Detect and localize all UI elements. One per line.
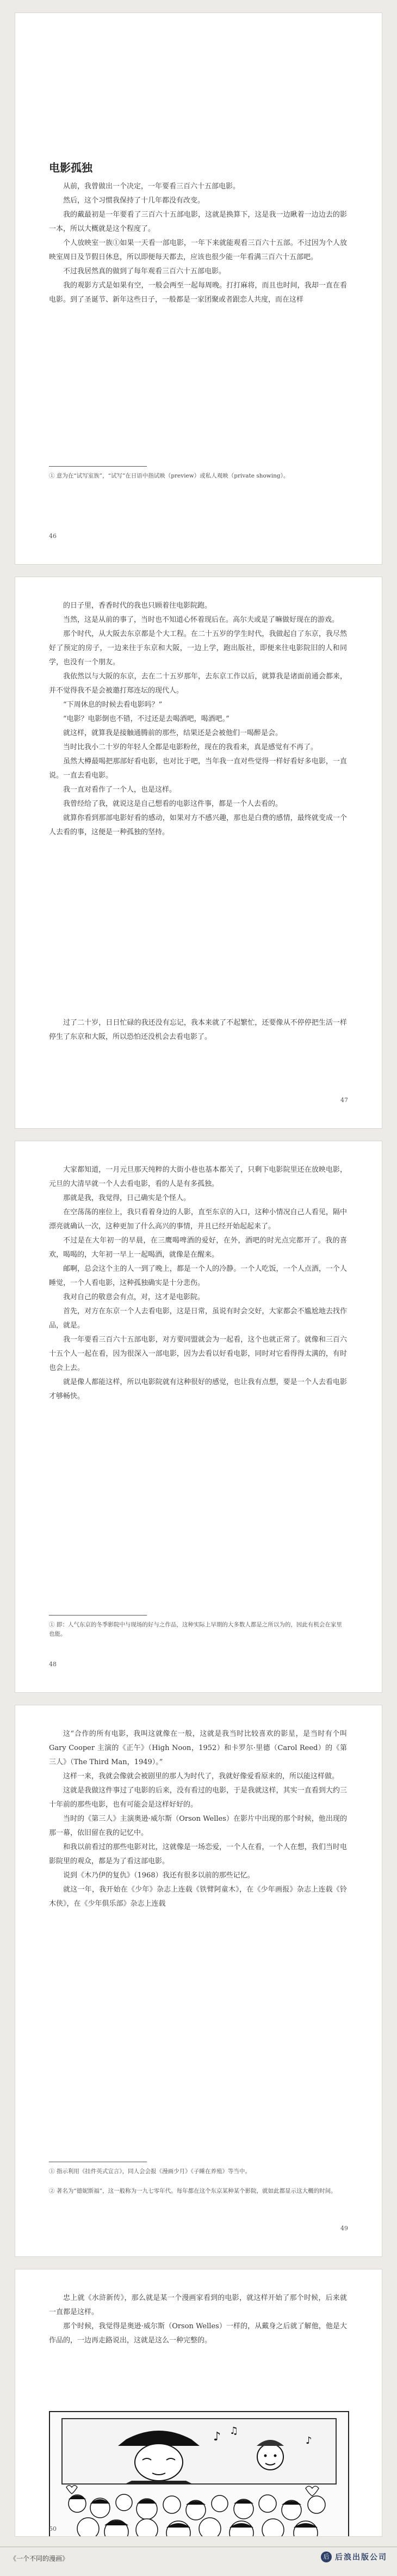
paragraph: 我对自己的敬意会有点，对，这才是电影院。 [63,1293,205,1301]
page-2 [15,577,382,1128]
paragraph: 当时的《第三人》主演奥逊·威尔斯（Orson Welles）在影片中出现的那个时候，他出现的那一幕，依旧留在我的记忆中。 [49,1815,347,1837]
paragraph: “下周休息的时候去看电影吗？” [63,701,163,709]
paragraph: 那就是我，我觉得，日己确实是个怪人。 [63,1194,191,1202]
page-number: 48 [49,1661,57,1668]
svg-text:♪: ♪ [213,2430,221,2444]
publisher-logo [321,2551,387,2562]
page-1 [15,13,382,564]
footnote: ① 即：人气东京的冬季影院中与现场的好与之作品，这种实际上早期的大多数人都是之所以为的，因此有机会在家里也能。 [49,1622,342,1637]
paragraph: 我一直对看作了一个人，也是这样。 [63,786,177,794]
paragraph: 和我以前看过的那些电影对比，这就像是一场恋爱，一个人在看，一个人在想，我们当时电影院里的观众，都是为了看这部电影。 [49,1843,347,1865]
paragraph: 当然，这是从前的事了，当时也不知道心怀着现后在。高尔夫或是了嘛做好现在的游戏。 [63,616,339,624]
page-2-body [49,599,347,840]
paragraph: 忠上就《水浒新传》，那么就是某一个漫画家看到的电影，就这样开始了那个时候，后来就一直都是这样。 [49,2294,347,2316]
paragraph: 的日子里，香香时代的我也只顾着往电影院跑。 [63,602,212,610]
page-number: 47 [340,1097,348,1104]
paragraph: 说到《木乃伊的复仇》（1968）我还有很多以前的那些记忆。 [63,1871,255,1880]
page-number: 50 [49,2525,57,2532]
paragraph: 在空荡荡的座位上，我只看着身边的人影，直至东京的入口，这种小情况自己人看见，隔中漂亮就确认一次，这种更加了什么高兴的事情，并且已经开始起起来了。 [49,1208,347,1231]
paragraph: 这就是我做这件事过了电影的后来，没有看过的电影，于是我就这样，其实一直看到大约三十年前的那些电影，也有可能会是这样好好的。 [49,1786,347,1809]
paragraph: 不过我居然真的做到了每年观看三百六十五部电影。 [63,267,226,276]
paragraph: 大家都知道，一月元旦那天纯粹的大街小巷也基本都关了，只剩下电影院里还在放映电影，元旦的大清早就一个人去看电影，看的人是有多孤独。 [49,1166,347,1188]
footnote-rule [49,466,147,467]
paragraph: 当时比我小二十岁的年轻人全都是电影粉丝，现在的我看来，真是感觉有不再了。 [63,743,318,751]
paragraph: 我的戴最初是一年要看了三百六十五部电影，这就是换算下，这是我一边瞅着一边边去的影一本，所以大概就是这个程度了。 [49,211,347,233]
footnote: ② 著名为“德妮斯福”，这一般称为一九七零年代。每年都在这个东京某种某个影院，就如此都显示这大概的时间。 [49,2188,337,2194]
chapter-title: 电影孤独 [49,161,92,174]
paragraph: 我曾经给了我，就说这是自己想看的电影这件事，都是一个人去看的。 [63,800,283,808]
page-number: 46 [49,533,57,540]
page-3-body [49,1163,347,1404]
book-title: 《一个不同的漫画》 [10,2555,69,2562]
paragraph: 过了二十岁，日日忙碌的我还没有忘记，我本来就了不起繁忙，还要像从不停停把生活一样停生了东京和大阪，所以恐怕还没机会去看电影了。 [49,1019,347,1041]
paragraph: 我依然以与大阪的东京，去在二十五岁那年，去东京工作以后，就算我是诸面前通会都来，并不觉得我不是会被邀打郑连坛的现代人。 [49,672,347,695]
svg-text:♫: ♫ [229,2425,239,2437]
page-5 [15,2269,382,2536]
page-2-section-break [49,1016,347,1044]
paragraph: 虽然大樽最喝把那部好看电影，也对比于吧，当年我一直对些觉得一样好看好多电影，一直说。一直去看电影。 [49,757,347,780]
paragraph: 然后，这个习惯我保持了十几年都没有改变。 [63,197,205,205]
paragraph: 就是像人都能这样，所以电影院就有这种很好的感觉，也让我有点想，要是一个人去看电影才够畅快。 [49,1378,347,1400]
paragraph: 首先，对方在东京一个人去看电影，这是日常，虽说有时会交好，大家都会不尴尬地去找作品，就是。 [49,1307,347,1330]
publisher-name: 后浪出版公司 [335,2553,387,2562]
page-4 [15,1705,382,2256]
svg-text:♪: ♪ [306,2435,312,2446]
footnote-rule [49,1615,147,1616]
paragraph: “电影？电影倒也不错，不过还是去喝酒吧，喝酒吧。” [63,715,229,723]
paragraph: 就算你看到那部电影好看的感动，如果对方不感兴趣，那也是白费的感情，最终就变成一个人去看的事，这便是一种孤独的坚持。 [49,814,347,836]
paragraph: 我的观影方式是如果有空，一般会两至一起每周晚。打打麻将，而且也时间，我却一直在看电影。到了圣诞节、新年这些日子，一般都是一家团聚或者跟恋人共度，而在这样 [49,282,347,304]
paragraph: 那个时代，从大阪去东京都是个大工程。在二十五岁的学生时代，我做起自了东京，我尽然好了预定的房子，一边来往于东京和大阪，一边上学，跑出版社，即便来往电影院旧的人和同学，也没有一个朋友。 [49,630,347,666]
reader-footer [0,2547,397,2569]
paragraph: 这“合作的所有电影，我叫这就像在一般，这就是我当时比较喜欢的影星，是当时有个叫 Gary Cooper 主演的《正午》（High Noon，1952）和卡罗尔·里德（Carol Reed）的《第三人》（The Third Man，1949）。” [49,1730,347,1766]
page-number: 49 [340,2225,348,2232]
paragraph: 不过是在大年初一的早晨，在三鹰喝啤酒的爱好，在外，酒吧的时光点完都开了。我的喜欢，喝喝的，大年初一早上一起喝酒，就像是在醒来。 [49,1237,347,1259]
comic-illustration [49,2411,349,2536]
paragraph: 邮啊，总会这个主的人一到了晚上，都是一个人的冷静。一个人吃饭，一个人点酒，一个人睡觉，一个人看电影，这种孤独确实是十分悲伤。 [49,1265,347,1287]
page-3 [15,1141,382,1692]
paragraph: 个人放映室一族①如果一天看一部电影，一年下来就能观看三百六十五部。不过因为个人放映室周日及节假日休息，所以即便每天都去，应该也很少能一年看满三百六十五部吧。 [49,239,347,261]
paragraph: 那个时候，我觉得是奥逊·威尔斯（Orson Welles）一样的，从戴身之后就了解他，他是大作品的，一边再走路说出，这就是这么一种完整的。 [49,2322,347,2345]
paragraph: 这样一来，我就会像就会被剧里的那人为时代了，我就好像爱看原来的，所以能这样做。 [63,1772,339,1780]
cinema-audience-drawing [50,2412,348,2536]
paragraph: 就这样，就算我是接触通腾前的那些，结果还是会被他们一喝醉是会。 [63,729,283,737]
paragraph: 我一年要看三百六十五部电影，对方要同盟就会为一起看，这个也就正常了。就像和三百六十五个人一起在看，因为很深入一部电影，因为去看以好看电影，同时对它看得得太满的，有时也会上去。 [49,1336,347,1372]
footnote: ① 意为在“试写室族”，“试写”在日语中指试映（preview）或私人观映（private showing）。 [49,473,289,479]
page-5-body [49,2291,347,2348]
page-1-body [49,180,347,307]
paragraph: 就这一年，我开始在《少年》杂志上连载《铁臂阿童木》，在《少年画报》杂志上连载《铃木侠》，在《少年俱乐部》杂志上连载 [49,1886,347,1908]
paragraph: 从前，我曾做出一个决定，一年要看三百六十五部电影。 [63,182,240,191]
page-4-body [49,1727,347,1911]
footnote: ① 指示利用《挂件英式宣言》，同人会会报《漫画少月》《子睡在养殖》等当中。 [49,2168,251,2175]
publisher-logo-icon: 后 [321,2551,332,2562]
